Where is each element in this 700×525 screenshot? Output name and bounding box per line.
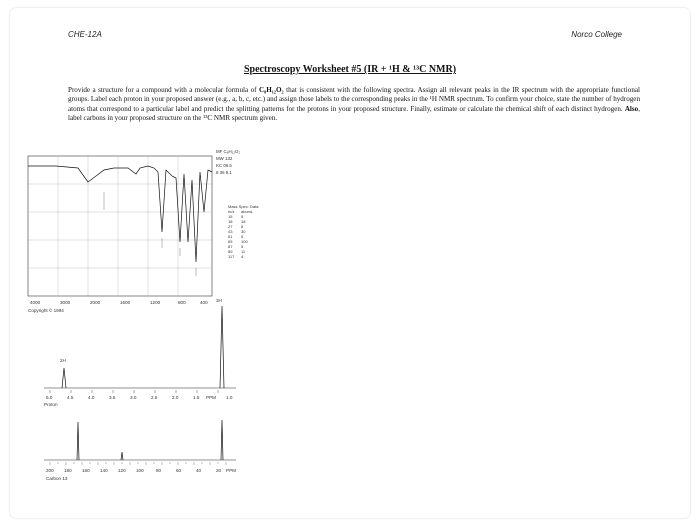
h-nmr-integral-2h: 2H bbox=[60, 358, 66, 363]
worksheet-page bbox=[10, 8, 690, 518]
h-nmr-x-label: 1.0 bbox=[226, 395, 233, 400]
ir-info-line: MF C₈H₁₂O₂ bbox=[216, 149, 241, 154]
c-nmr-x-label: 60 bbox=[176, 468, 182, 473]
mass-spec-title: Mass Spec. Data bbox=[228, 204, 259, 209]
mz-value: 61 bbox=[228, 234, 233, 239]
ir-x-label-3: 2000 bbox=[90, 300, 101, 305]
mass-spec-col-abund: abund. bbox=[241, 209, 254, 214]
h-nmr-x-label: 2.0 bbox=[172, 395, 179, 400]
intro-part-2: that is consistent with the following spectra. Assign all relevant peaks in the IR spectrum with the appropriate functional groups. Label each proton in your proposed answer (e.g., a, b, c, etc.) and assign those labels to the corresponding peaks in the ¹H NMR spectrum. To confirm your choice, state the number of hydrogen atoms that correspond to a particular label and predict the splitting patterns for the protons in your proposed structure. Finally, estimate or calculate the chemical shift of each distinct hydrogen. bbox=[68, 86, 640, 113]
h-nmr-integral-3h: 3H bbox=[216, 298, 222, 303]
h-nmr-x-label: 4.5 bbox=[67, 395, 74, 400]
h-nmr-x-label: 4.0 bbox=[88, 395, 95, 400]
c-nmr-axis-title: Carbon 13 bbox=[46, 476, 68, 481]
mass-spec-row bbox=[228, 254, 258, 259]
c-nmr-peak-21 bbox=[221, 420, 223, 460]
abund-value: 8 bbox=[241, 224, 244, 229]
abund-value: 18 bbox=[241, 219, 246, 224]
c-nmr-x-label: 40 bbox=[196, 468, 202, 473]
ir-info-line: MW 132 bbox=[216, 156, 233, 161]
h-nmr-peak-5ppm bbox=[62, 368, 66, 388]
abund-value: 5 bbox=[241, 244, 244, 249]
abund-value: 4 bbox=[241, 254, 244, 259]
h-nmr-peak-2ppm bbox=[220, 306, 224, 388]
h-nmr-x-label: 2.5 bbox=[151, 395, 158, 400]
ir-info-line: KC 06.5 bbox=[216, 163, 232, 168]
c-nmr-x-label: 100 bbox=[136, 468, 144, 473]
mass-spec-col-mz: m/z bbox=[228, 209, 235, 214]
ir-trace bbox=[28, 166, 212, 262]
ir-x-label-1: 4000 bbox=[30, 300, 41, 305]
abund-value: 11 bbox=[241, 249, 246, 254]
intro-bold-also: Also bbox=[624, 104, 639, 113]
c-nmr-peak-170 bbox=[77, 422, 79, 460]
mz-value: 18 bbox=[228, 219, 233, 224]
school-name: Norco College bbox=[571, 30, 622, 39]
h-nmr-x-label: 5.0 bbox=[46, 395, 53, 400]
h-nmr-spectrum bbox=[40, 296, 240, 411]
mz-value: 65 bbox=[228, 239, 233, 244]
h-nmr-x-label: 3.0 bbox=[130, 395, 137, 400]
c-nmr-x-label: 140 bbox=[100, 468, 108, 473]
abund-value: 5 bbox=[241, 234, 244, 239]
course-code: CHE-12A bbox=[68, 30, 102, 39]
ir-x-label-4: 1600 bbox=[120, 300, 131, 305]
h-nmr-ppm-label: PPM bbox=[206, 395, 216, 400]
ir-x-label-2: 3000 bbox=[60, 300, 71, 305]
c-nmr-x-label: 180 bbox=[64, 468, 72, 473]
ir-info-line: 8 36 9.1 bbox=[216, 170, 232, 175]
ir-x-label-7: 400 bbox=[200, 300, 208, 305]
mz-value: 87 bbox=[228, 244, 233, 249]
c-nmr-x-label: 120 bbox=[118, 468, 126, 473]
mz-value: 27 bbox=[228, 224, 233, 229]
abund-value: 30 bbox=[241, 229, 246, 234]
mz-value: 43 bbox=[228, 229, 233, 234]
ir-copyright: Copyright © 1994 bbox=[28, 308, 64, 313]
molecular-formula: C₈H₁₂O₂ bbox=[259, 86, 284, 94]
worksheet-instructions bbox=[68, 86, 640, 124]
c-nmr-x-label: 160 bbox=[82, 468, 90, 473]
mz-value: 15 bbox=[228, 214, 233, 219]
ir-x-label-5: 1200 bbox=[150, 300, 161, 305]
c-nmr-x-label: 20 bbox=[216, 468, 222, 473]
h-nmr-ticks bbox=[50, 390, 218, 393]
ir-info-block bbox=[216, 148, 240, 176]
mz-value: 89 bbox=[228, 249, 233, 254]
abund-value: 100 bbox=[241, 239, 248, 244]
c-nmr-ppm-label: PPM bbox=[226, 468, 236, 473]
mass-spec-table bbox=[228, 204, 258, 259]
h-nmr-axis-title: Proton bbox=[44, 402, 58, 407]
c-nmr-x-label: 200 bbox=[46, 468, 54, 473]
c-nmr-spectrum bbox=[40, 416, 240, 486]
intro-part-1: Provide a structure for a compound with a molecular formula of bbox=[68, 86, 259, 94]
c-nmr-ticks bbox=[50, 462, 226, 465]
c-nmr-x-label: 80 bbox=[156, 468, 162, 473]
mz-value: 117 bbox=[228, 254, 235, 259]
ir-x-label-6: 800 bbox=[178, 300, 186, 305]
h-nmr-x-label: 3.5 bbox=[109, 395, 116, 400]
intro-part-3: , label carbons in your proposed structure on the ¹³C NMR spectrum given. bbox=[68, 104, 640, 123]
c-nmr-peak-128 bbox=[121, 452, 123, 460]
worksheet-title: Spectroscopy Worksheet #5 (IR + ¹H & ¹³C NMR) bbox=[243, 64, 457, 75]
abund-value: 9 bbox=[241, 214, 244, 219]
h-nmr-x-label: 1.5 bbox=[193, 395, 200, 400]
